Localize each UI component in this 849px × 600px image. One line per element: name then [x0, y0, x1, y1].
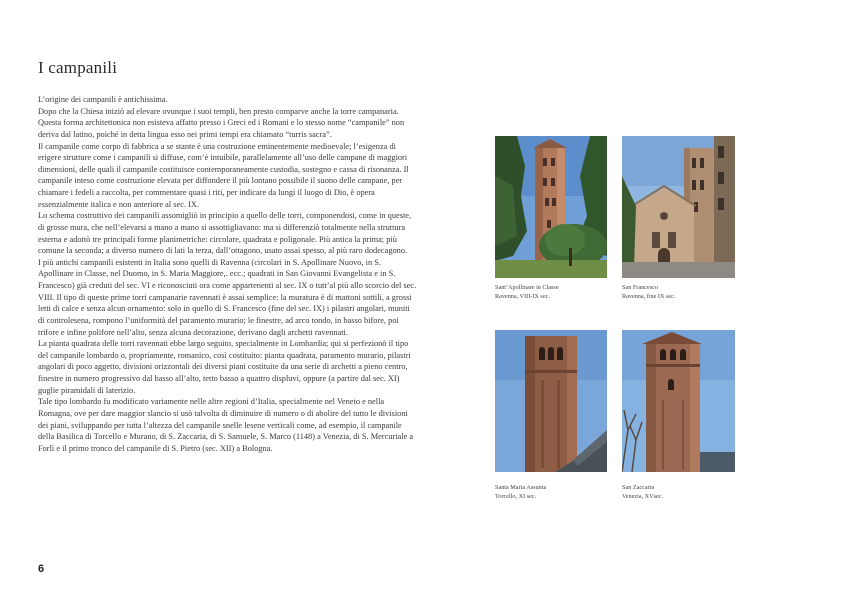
caption-san-francesco	[622, 283, 675, 301]
page-title: I campanili	[38, 58, 118, 77]
paragraph: La pianta quadrata delle torri ravennati ebbe largo seguito, specialmente in Lombardia; qui si perfezionò il tipo del campanile lombardo o, propriamente, romanico, così costituito: pianta quadrata, paramento murario, pilastri angolari di poco aggetto, divisioni orizzontali dei diversi piani costituite da una serie di archetti a pieno centro, finestre in numero progressivo dal basso all’alto, tetto basso a quattro displuvi, oppure (a partire dal sec. XI) guglie piramidali di laterizio.	[38, 339, 411, 395]
photo-san-zaccaria	[622, 330, 735, 472]
photo-sant-apollinare-in-classe	[495, 136, 607, 278]
caption-sant-apollinare-in-classe	[495, 283, 559, 301]
caption-title: San Zaccaria	[622, 484, 655, 491]
paragraph: L’origine dei campanili è antichissima.	[38, 95, 168, 104]
caption-title: Sant’Apollinare in Classe	[495, 284, 559, 291]
photo-san-francesco	[622, 136, 735, 278]
paragraph: I più antichi campanili esistenti in Italia sono quelli di Ravenna (circolari in S. Apollinare Nuovo, in S. Apollinare in Classe, nel Duomo, in S. Maria Maggiore,. ecc.; quadrati in San Giovanni Evangelista e in S. Francesco) già creduti del sec. VI e riconosciuti ora come appartenenti al sec. IX o tutt’al più allo scorcio del sec. VIII. Il tipo di queste prime torri campanarie ravennati è assai semplice: la muratura è di mattoni sottili, a grossi letti di calce e senza alcun ornamento: solo in quello di S. Francesco (fine del sec. IX) i pilastri angolari, muniti di controlesena, rompono l’uniformità del paramento murario; le finestre, ad arco tondo, in basso bifore, poi trifore e infine polifore nell’alto, senza alcuna decorazione, derivano dagli archetti ravennati.	[38, 257, 417, 337]
body-text	[38, 94, 418, 454]
caption-san-zaccaria	[622, 483, 663, 501]
caption-title: San Francesco	[622, 284, 658, 291]
paragraph: Lo schema costruttivo dei campanili assomigliò in principio a quello delle torri, componendosi, come in queste, di grosse mura, che nell’elevarsi a mano a mano si assottigliavano: ma si differenziò totalmente nella struttura esterna e adottò tre principali forme planimetriche: circolare, quadrata e poligonale. Più antica la prima; più comune la seconda; a diverso numero di lati la terza, dall’ottagono, usato assai spesso, al più raro dodecagono.	[38, 211, 412, 256]
caption-detail: Venezia, XVsec.	[622, 493, 664, 500]
page-number: 6	[38, 563, 45, 575]
caption-detail: Torcello, XI sec.	[495, 493, 537, 500]
caption-detail: Ravenna, fine IX sec.	[622, 293, 676, 300]
caption-title: Santa Maria Assunta	[495, 484, 547, 491]
paragraph: Dopo che la Chiesa iniziò ad elevare ovunque i suoi templi, ben presto comparve anche la torre campanaria. Questa forma architettonica non esisteva affatto presso i Greci ed i Romani e lo stesso nome “campanile” non deriva dal latino, poiché in detta lingua esso nei primi tempi era chiamato “turris sacra”.	[38, 106, 405, 139]
photo-santa-maria-assunta	[495, 330, 607, 472]
caption-santa-maria-assunta	[495, 483, 546, 501]
paragraph: Tale tipo lombardo fu modificato variamente nelle altre regioni d’Italia, specialmente nel Veneto e nella Romagna, ove per dare maggior slancio si usò talvolta di diminuire di numero o di abolire del tutto le divisioni dei piani, sviluppando per tutta l’altezza del campanile snelle lesene verticali come, ad esempio, il campanile della Basilica di Torcello e Murano, di S. Zaccaria, di S. Samuele, S. Marco (1148) a Venezia, di S. Mercuriale a Forlì e il primo tronco del campanile di S. Pietro (sec. XII) a Bologna.	[38, 397, 414, 453]
caption-detail: Ravenna, VIII-IX sec.	[495, 293, 550, 300]
paragraph: Il campanile come corpo di fabbrica a se stante è una costruzione eminentemente medioevale; l’esigenza di erigere strutture come i campanili si diffuse, com’è intuibile, parallelamente all’uso delle campane di maggiori dimensioni, delle quali il campanile costituisce contemporaneamente custodia, sostegno e cassa di risonanza. Il campanile inteso come costruzione elevata per diffondere il più lontano possibile il suono delle campane, per chiamare i fedeli a raccolta, per commentare quasi i riti, per indicare da lungi il luogo di Dio, è opera essenzialmente italica e non anteriore al sec. IX.	[38, 141, 409, 209]
